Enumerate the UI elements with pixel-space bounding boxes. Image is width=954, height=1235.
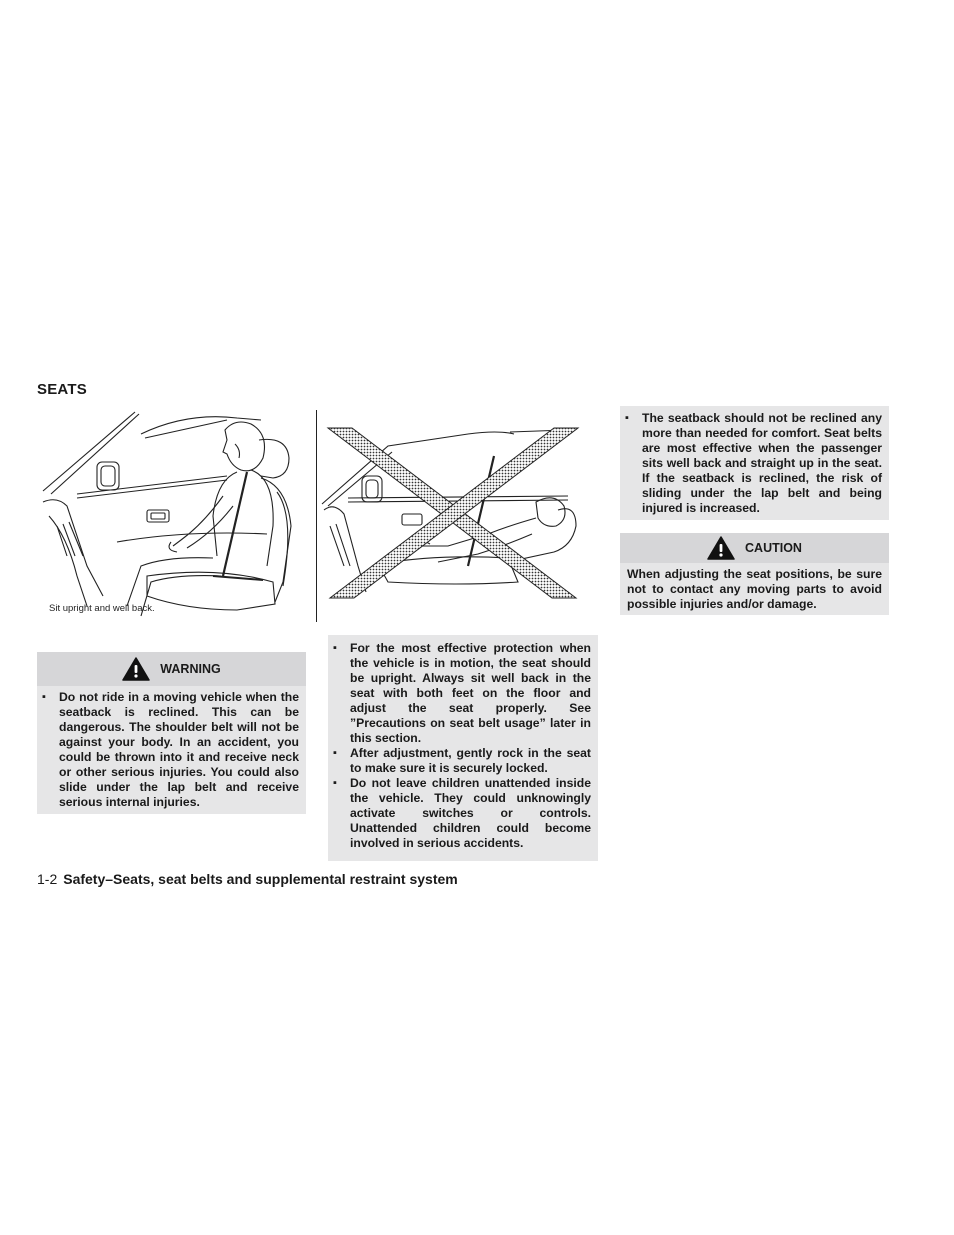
warning-box [37,652,306,814]
warning-item: ▪ Do not ride in a moving vehicle when the seatback is reclined. This can be dangerous. The shoulder belt will not be against your body. In an accident, you could be thrown into it and receive neck or other serious injuries. You could also slide under the lap belt and receive serious internal injuries. [37,690,306,810]
warning-triangle-icon [122,657,150,681]
caution-header [620,533,889,563]
warning-header [37,652,306,686]
page-number: 1-2 [37,871,58,887]
caution-text: When adjusting the seat positions, be sure not to contact any moving parts to avoid possible injuries and/or damage. [627,567,882,611]
list-item: ▪ Do not leave children unattended inside the vehicle. They could unknowingly activate switches or controls. Unattended children could become involved in serious accidents. [328,776,598,851]
section-title: SEATS [37,381,87,398]
seatback-recline-list [620,411,889,516]
caution-label: CAUTION [745,540,802,555]
warning-label: WARNING [160,661,221,676]
warning-list [37,686,306,810]
seat-guidance-box [328,635,598,861]
caution-box [620,533,889,615]
list-item: ▪ The seatback should not be reclined any more than needed for comfort. Seat belts are most effective when the passenger sits well back and straight up in the seat. If the seatback is reclined, the risk of sliding under the lap belt and being injured is increased. [620,411,889,516]
warning-triangle-icon [707,536,735,560]
seat-guidance-list [328,641,598,851]
list-item: ▪ For the most effective protection when the vehicle is in motion, the seat should be upright. Always sit well back in the seat with both feet on the floor and adjust the seat properly. See ”Precautions on seat belt usage” later in this section. [328,641,598,746]
chapter-title: Safety–Seats, seat belts and supplemental restraint system [63,871,458,887]
figure-divider [316,410,317,622]
page-footer [37,871,458,887]
seatback-recline-box [620,406,889,520]
illustration-reclined-seating-prohibited [318,406,586,620]
illustration-upright-seating [37,406,303,620]
list-item: ▪ After adjustment, gently rock in the seat to make sure it is securely locked. [328,746,598,776]
figure-caption: Sit upright and well back. [49,603,155,614]
